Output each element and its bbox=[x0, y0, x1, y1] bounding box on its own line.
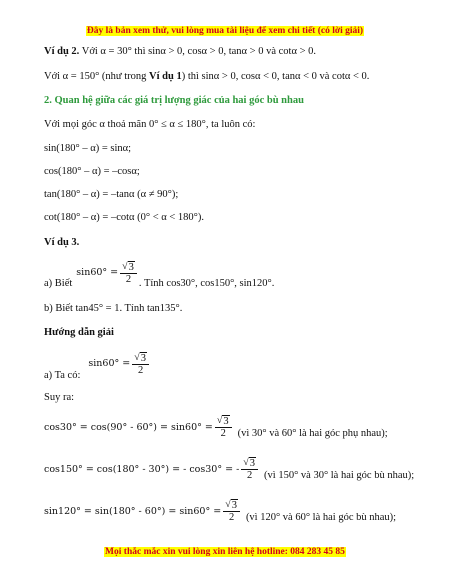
header-banner-text: Đây là bản xem thử, vui lòng mua tài liệu để xem chi tiết (có lời giải) bbox=[86, 26, 364, 36]
footer-banner-text: Mọi thắc mắc xin vui lòng xin liên hệ hotline: 084 283 45 85 bbox=[105, 547, 345, 557]
part-a-suffix: . Tính cos30°, cos150°, sin120°. bbox=[138, 278, 275, 289]
sqrt3-radicand: 3 bbox=[128, 262, 134, 274]
solution-sqrt3-over-2-fraction: √ 3 2 bbox=[132, 352, 149, 377]
step-cos150-note: (vì 150° và 30° là hai góc bù nhau); bbox=[264, 470, 415, 481]
identity-sin: sin(180° – α) = sinα; bbox=[44, 143, 132, 154]
example-3-part-b: b) Biết tan45° = 1. Tính tan135°. bbox=[44, 303, 183, 314]
step-cos150-fraction: √ 3 2 bbox=[241, 457, 258, 482]
fraction-denominator: 2 bbox=[125, 274, 132, 286]
header-banner bbox=[0, 26, 450, 37]
solution-sin60-expression: sin60° = bbox=[88, 357, 131, 369]
footer-banner bbox=[0, 547, 450, 558]
solution-part-a bbox=[44, 348, 151, 383]
identity-cot: cot(180° – α) = –cotα (0° < α < 180°). bbox=[44, 212, 205, 223]
step-sin120-radicand: 3 bbox=[231, 500, 237, 512]
example-2-line-2-pre: Với α = 150° (như trong bbox=[44, 71, 150, 82]
example-3-part-a bbox=[44, 258, 274, 291]
example-3-label: Ví dụ 3. bbox=[44, 237, 80, 248]
example-2-line-2-post: ) thì sinα > 0, cosα < 0, tanα < 0 và cotα < 0. bbox=[181, 71, 370, 82]
sqrt3-over-2-fraction: √ 3 2 bbox=[120, 261, 137, 286]
step-sin120-denominator: 2 bbox=[228, 512, 235, 524]
step-cos150-radicand: 3 bbox=[249, 458, 256, 470]
step-cos30-note: (vì 30° và 60° là hai góc phụ nhau); bbox=[237, 428, 388, 439]
example-2-label: Ví dụ 2. bbox=[44, 46, 80, 57]
example-2-line-2 bbox=[44, 71, 369, 84]
step-cos30-denominator: 2 bbox=[220, 428, 226, 440]
section-2-heading: 2. Quan hệ giữa các giá trị lượng giác của hai góc bù nhau bbox=[44, 95, 304, 106]
step-sin120-expression: sin120° = sin(180° - 60°) = sin60° = bbox=[44, 505, 222, 517]
step-cos150 bbox=[44, 456, 414, 483]
identity-cos: cos(180° – α) = –cosα; bbox=[44, 166, 140, 177]
section-2-intro: Với mọi góc α thoả mãn 0° ≤ α ≤ 180°, ta luôn có: bbox=[44, 119, 256, 130]
step-cos30-radicand: 3 bbox=[223, 416, 229, 428]
example-2-line-1 bbox=[44, 46, 316, 59]
step-cos150-denominator: 2 bbox=[247, 470, 253, 482]
step-sin120-fraction: √ 3 2 bbox=[223, 499, 240, 524]
sin60-expression: sin60° = bbox=[76, 266, 119, 278]
solution-fraction-denominator: 2 bbox=[138, 365, 144, 377]
example-2-text: Với α = 30° thì sinα > 0, cosα > 0, tanα > 0 và cotα > 0. bbox=[81, 46, 317, 57]
identity-tan: tan(180° – α) = –tanα (α ≠ 90°); bbox=[44, 189, 179, 200]
solution-heading: Hướng dẫn giải bbox=[44, 327, 114, 338]
step-cos150-expression: cos150° = cos(180° - 30°) = - cos30° = - bbox=[44, 463, 240, 475]
part-a-prefix: a) Biết bbox=[44, 278, 73, 289]
solution-sqrt3-radicand: 3 bbox=[140, 353, 146, 365]
step-sin120-note: (vì 120° và 60° là hai góc bù nhau); bbox=[245, 512, 397, 523]
step-cos30 bbox=[44, 414, 388, 441]
step-cos30-expression: cos30° = cos(90° - 60°) = sin60° = bbox=[44, 421, 213, 433]
example-1-ref: Ví dụ 1 bbox=[149, 71, 182, 82]
step-cos30-fraction: √ 3 2 bbox=[215, 415, 232, 440]
step-sin120 bbox=[44, 498, 396, 525]
suy-ra-label: Suy ra: bbox=[44, 392, 75, 403]
solution-a-prefix: a) Ta có: bbox=[44, 370, 81, 381]
